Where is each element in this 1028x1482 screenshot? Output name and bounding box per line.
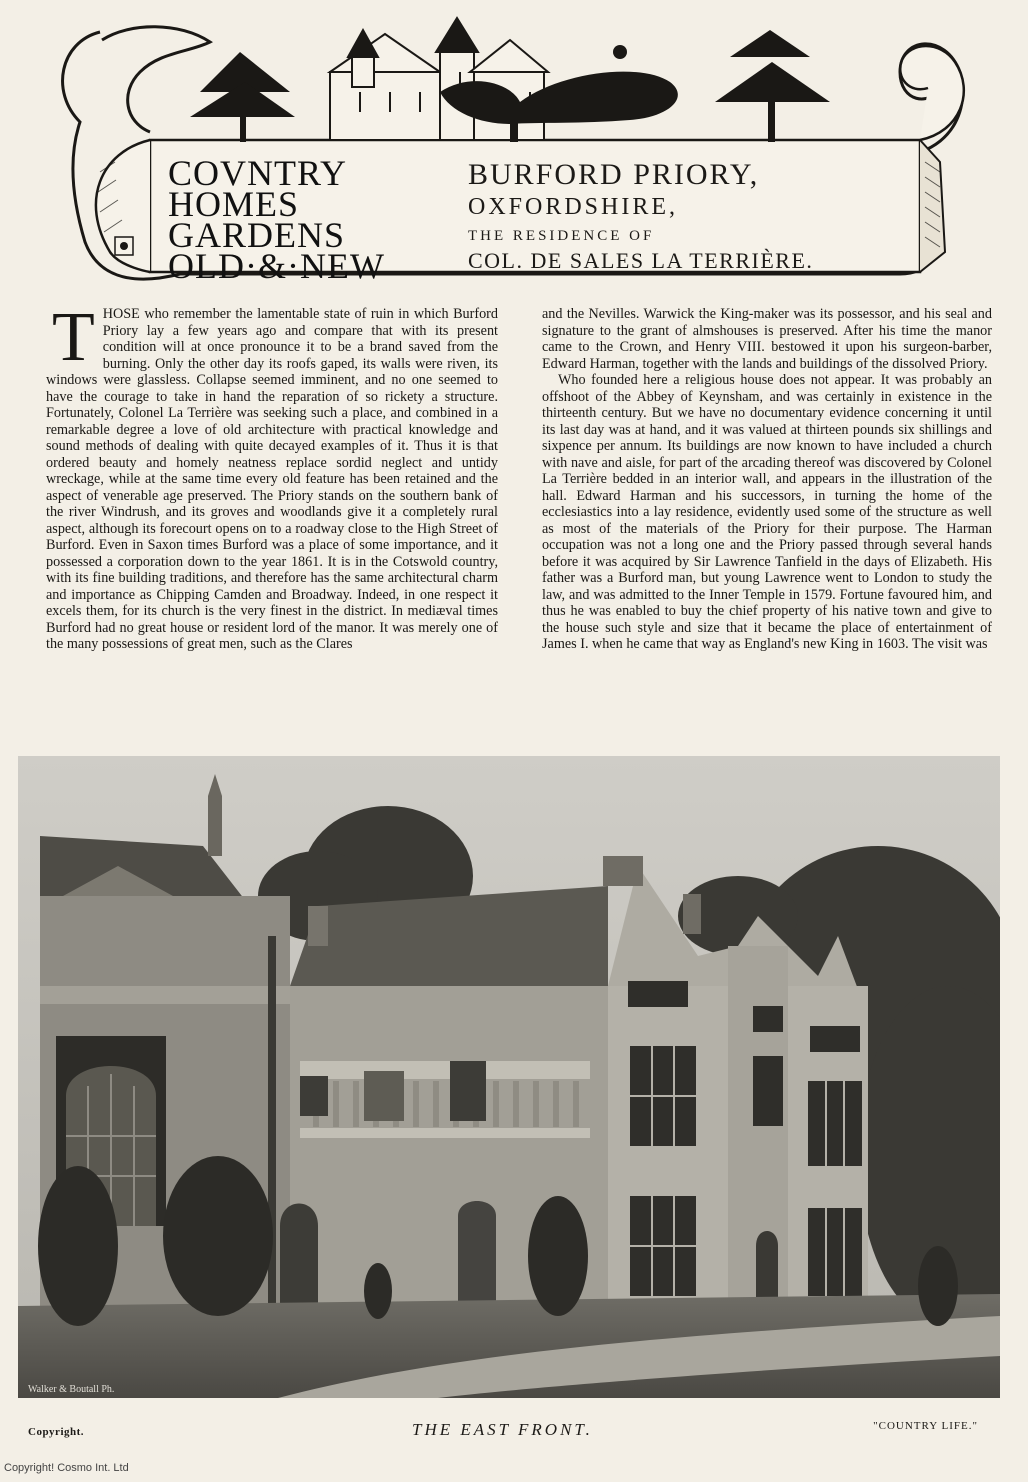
series-title-line: OLD·&·NEW [168,246,385,286]
house-name: BURFORD PRIORY, [468,158,760,191]
caption-row [18,1416,1000,1446]
owner-name: COL. DE SALES LA TERRIÈRE. [468,248,814,273]
priory-photo-illustration [18,756,1000,1398]
east-front-photograph [18,756,1000,1398]
header-banner [40,12,990,292]
right-column-paragraph: Who founded here a religious house does not appear. It was probably an offshoot of the Abbey of Keynsham, and was certainly in existence in the thirteenth century. But we have no documentary evidence concerning it until its last day was at hand, and it was valued at thirteen pounds six shillings and sixpence per annum. Its buildings are now known to have included a church with nave and aisle, for part of the arcading thereof was discovered by Colonel La Terrière bedded in an interior wall, and appears in the illustration of the hall. Edward Harman and his successors, in turning the home of the ecclesiastics into a lay residence, evidently used some of the structure as well as most of the materials of the Priory for their purpose. The Harman occupation was not a long one and the Priory passed through several hands before it was acquired by Sir Lawrence Tanfield in the days of Elizabeth. His father was a Burford man, but young Lawrence went to London to study the law, and was admitted to the Inner Temple in 1579. Fortune favoured him, and thus he was enabled to buy the chief property of his native town and give to the house such style and size that it became the place of entertainment of James I. when he came that way as England's new King in 1603. The visit was [542,372,992,652]
series-title-line: GARDENS [168,215,346,255]
series-title-line: COVNTRY [168,153,348,193]
series-title-line: HOMES [168,184,300,224]
drop-cap: T [52,299,95,376]
house-title-block [468,158,813,274]
residence-label: THE RESIDENCE OF [468,228,655,244]
left-column-text: HOSE who remember the lamentable state of ruin in which Burford Priory lay a few years ago and compare that with its present condition will at once pronounce it to be a brand saved from the burning. Only the other day its roofs gaped, its walls were riven, its windows were glassless. Collapse seemed imminent, and no one seemed to have the courage to take in hand the reparation of so rickety a structure. Fortunately, Colonel La Terrière was seeking such a place, and combined in a remarkable degree a love of old architecture with practical knowledge and sound methods of dealing with quite decayed examples of it. Thus it is that ordered beauty and homely neatness replace sordid neglect and untidy wreckage, while at the same time every old feature has been retained and the aspect of venerable age preserved. The Priory stands on the southern bank of the river Windrush, and its groves and woodlands give it a completely rural aspect, although its forecourt opens on to a roadway close to the High Street of Burford. Even in Saxon times Burford was a place of some importance, and it possessed a corporation down to the year 1861. It is in the Cotswold country, with its fine building traditions, and therefore has the same architectural charm and importance as Chipping Camden and Broadway. Indeed, in one respect it excels them, for its church is the very finest in the district. In mediæval times Burford had no great house or resident lord of the manor. It was merely one of the many possessions of great men, such as the Clares [46,306,498,652]
series-title [168,153,385,286]
copyright-label: Copyright. [28,1426,85,1438]
article-column-right [542,306,992,653]
topiary-tree-left [190,52,295,142]
topiary-tree-right [715,30,830,142]
article-column-left [46,299,498,653]
photo-caption: THE EAST FRONT. [412,1420,593,1439]
right-column-paragraph: and the Nevilles. Warwick the King-maker was its possessor, and his seal and signature to the grant of almshouses is preserved. After his time the manor came to the Crown, and Henry VIII. bestowed it upon his surgeon-barber, Edward Harman, together with the lands and buildings of the dissolved Priory. [542,306,992,372]
photo-credit: "COUNTRY LIFE." [873,1420,978,1432]
county-name: OXFORDSHIRE, [468,194,679,220]
lawn-and-drive [18,1294,1000,1398]
engraver-mark: Walker & Boutall Ph. [28,1384,115,1395]
watermark: Copyright! Cosmo Int. Ltd [4,1462,129,1474]
